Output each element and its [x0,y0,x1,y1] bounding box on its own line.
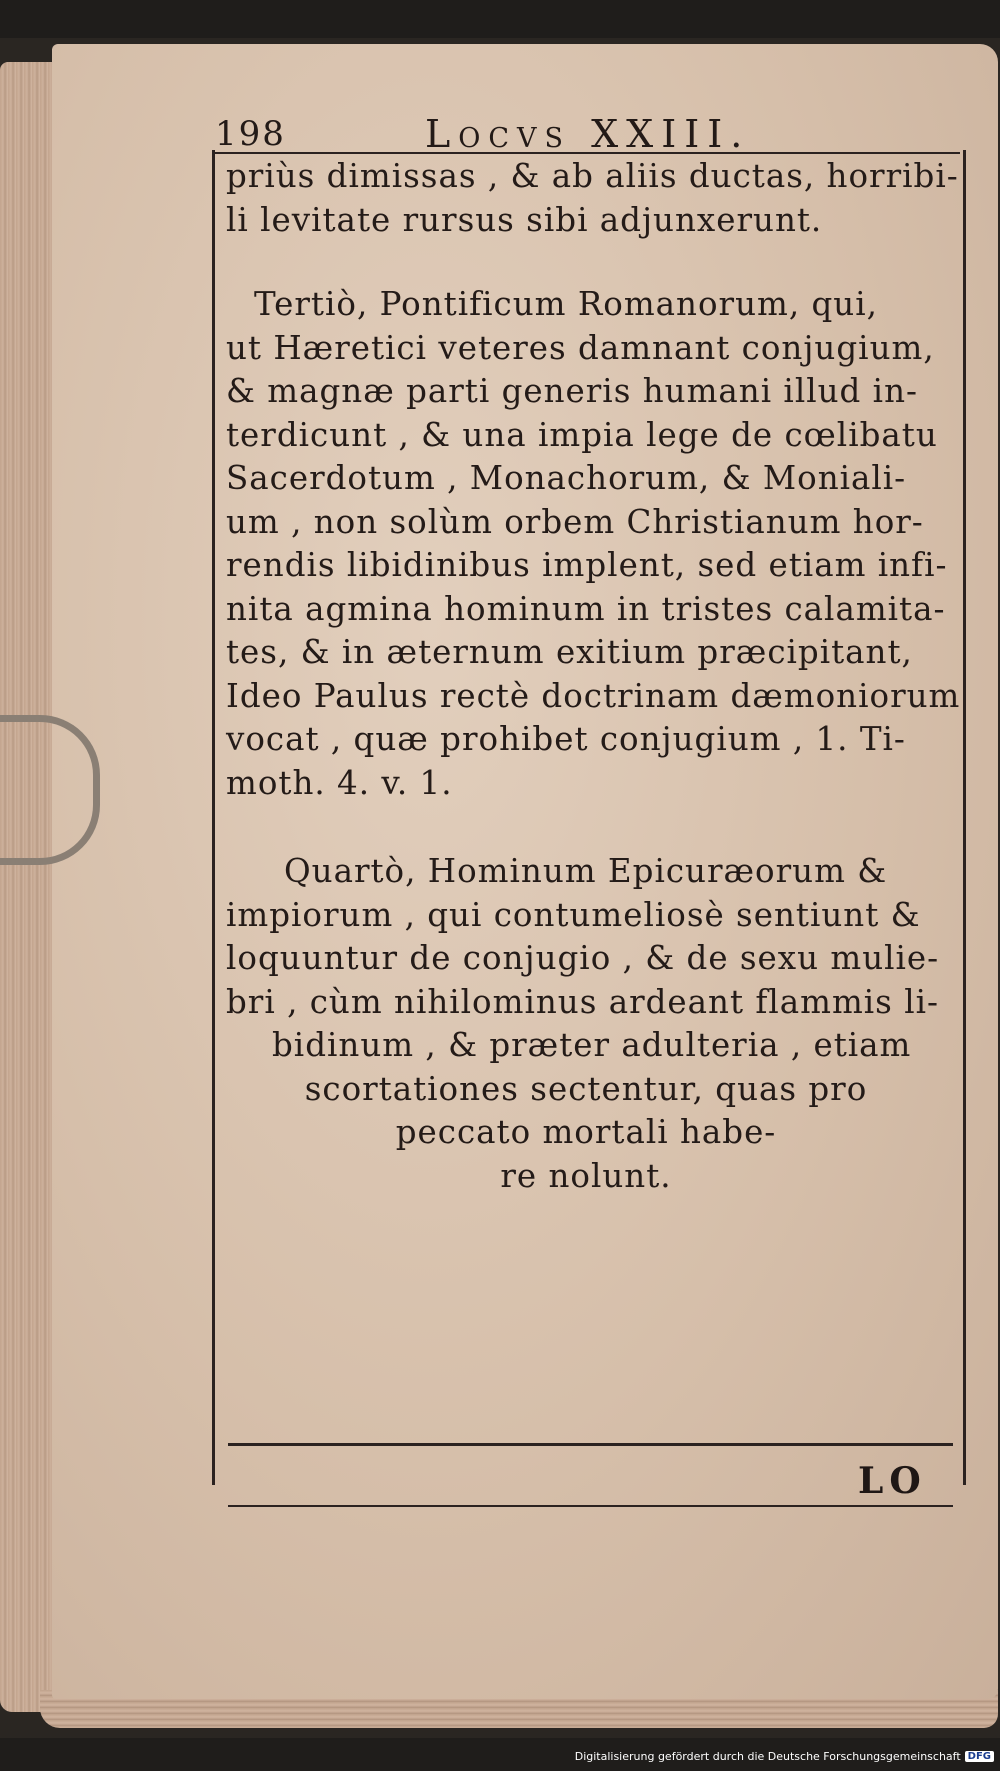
paragraph-quarto [226,850,961,1198]
text-line: re nolunt. [500,1156,672,1195]
text-line: Tertiò, Pontificum Romanorum, qui, [254,285,878,323]
text-line: tes, & in æternum exitium præcipitant, [226,633,913,671]
page-number: 198 [215,114,286,154]
text-line: loquuntur de conjugio , & de sexu mulie- [226,939,940,977]
text-line: li levitate rursus sibi adjunxerunt. [226,200,823,239]
text-line: peccato mortali habe- [395,1113,777,1151]
frame-bottom-rule [228,1443,953,1446]
text-line: priùs dimissas , & ab aliis ductas, horribi- [226,157,959,195]
text-line: vocat , quæ prohibet conjugium , 1. Ti- [226,720,906,758]
text-line: bidinum , & præter adulteria , etiam [272,1026,912,1064]
text-line: Quartò, Hominum Epicuræorum & [284,852,888,890]
paragraph-tertio [226,283,961,805]
page-clip [0,715,100,865]
text-line: um , non solùm orbem Christianum hor- [226,502,924,541]
text-line: rendis libidinibus implent, sed etiam infi- [226,546,948,584]
text-line: Sacerdotum , Monachorum, & Moniali- [226,459,907,497]
running-title: Locvs XXIII. [425,112,751,156]
footer-rule [228,1505,953,1507]
credit-text: Digitalisierung gefördert durch die Deutsche Forschungsgemeinschaft [574,1749,961,1763]
text-line: scortationes sectentur, quas pro [304,1069,868,1108]
text-line: terdicunt , & una impia lege de cœlibatu [226,415,938,454]
text-line: ut Hæretici veteres damnant conjugium, [226,328,935,367]
dfg-logo: DFG [965,1751,994,1762]
text-line: moth. 4. v. 1. [226,763,453,802]
page-header [215,112,955,156]
text-line: & magnæ parti generis humani illud in- [226,372,918,410]
text-line: impiorum , qui contumeliosè sentiunt & [226,895,921,934]
text-line: Ideo Paulus rectè doctrinam dæmoniorum [226,676,961,715]
digitization-credit [575,1745,994,1767]
paragraph-continuation [226,155,961,242]
text-line: bri , cùm nihilominus ardeant flammis li- [226,982,939,1021]
catchword: LO [858,1460,927,1502]
text-line: nita agmina hominum in tristes calamita- [226,589,946,628]
